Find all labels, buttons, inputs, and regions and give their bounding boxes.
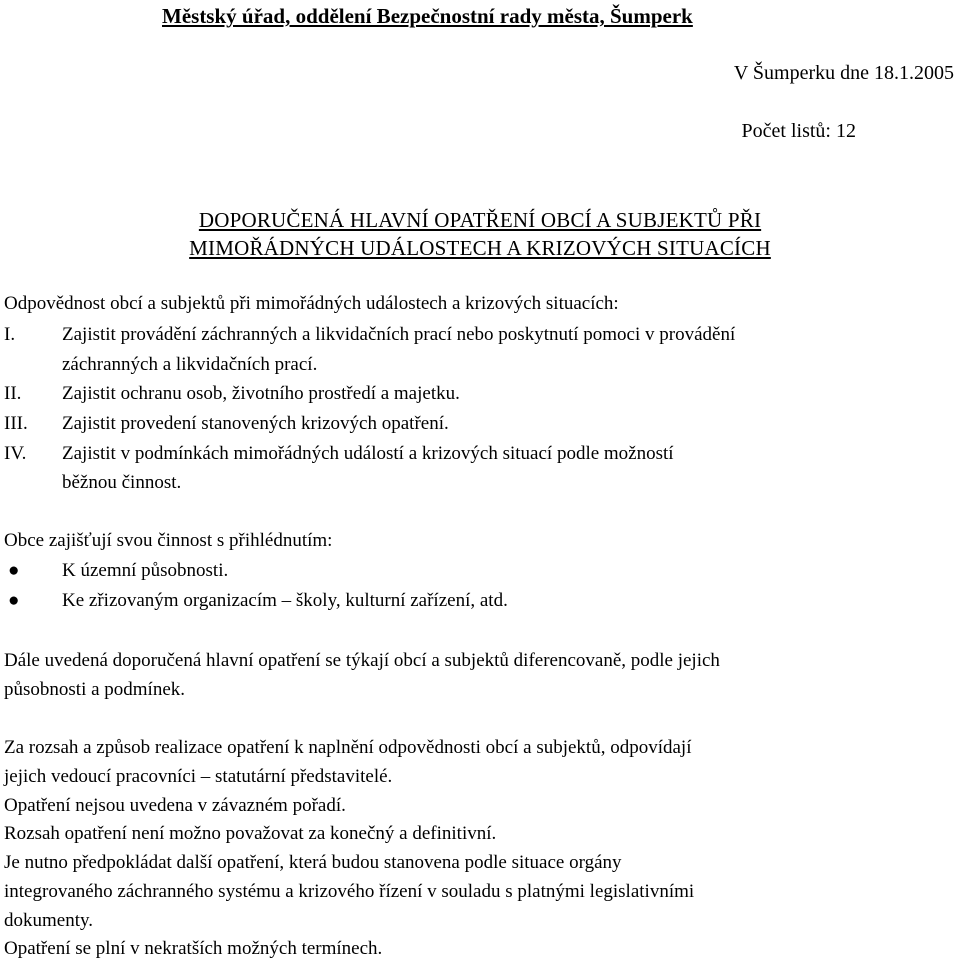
item-number: IV.	[4, 443, 27, 464]
document-header: Městský úřad, oddělení Bezpečnostní rady města, Šumperk	[162, 4, 693, 28]
item-text-continued: záchranných a likvidačních prací.	[62, 354, 318, 375]
item-text: Zajistit ochranu osob, životního prostředí a majetku.	[62, 383, 460, 404]
responsibility-intro: Odpovědnost obcí a subjektů při mimořádných událostech a krizových situacích:	[4, 293, 619, 314]
document-title-line-2: MIMOŘÁDNÝCH UDÁLOSTECH A KRIZOVÝCH SITUACÍCH	[189, 236, 771, 260]
sheet-count: Počet listů: 12	[741, 120, 856, 142]
item-text: Zajistit provádění záchranných a likvidačních prací nebo poskytnutí pomoci v provádění	[62, 324, 736, 345]
item-text: Zajistit v podmínkách mimořádných událostí a krizových situací podle možností	[62, 443, 674, 464]
paragraph-1-line-2: působnosti a podmínek.	[4, 679, 186, 700]
item-number: III.	[4, 413, 28, 434]
paragraph-5-line-2: integrovaného záchranného systému a krizového řízení v souladu s platnými legislativními	[4, 881, 695, 902]
paragraph-4: Rozsah opatření není možno považovat za konečný a definitivní.	[4, 823, 497, 844]
bullet-icon: ●	[8, 560, 20, 581]
item-number: II.	[4, 383, 22, 404]
bullet-item: Ke zřizovaným organizacím – školy, kulturní zařízení, atd.	[62, 590, 508, 611]
paragraph-6: Opatření se plní v nekratších možných termínech.	[4, 938, 383, 959]
paragraph-2-line-1: Za rozsah a způsob realizace opatření k naplnění odpovědnosti obcí a subjektů, odpovídají	[4, 737, 692, 758]
paragraph-5-line-3: dokumenty.	[4, 910, 94, 931]
paragraph-5-line-1: Je nutno předpokládat další opatření, která budou stanovena podle situace orgány	[4, 852, 622, 873]
item-number: I.	[4, 324, 16, 345]
paragraph-3: Opatření nejsou uvedena v závazném pořadí.	[4, 795, 346, 816]
item-text-continued: běžnou činnost.	[62, 472, 182, 493]
paragraph-1-line-1: Dále uvedená doporučená hlavní opatření se týkají obcí a subjektů diferencovaně, podle jejich	[4, 650, 720, 671]
paragraph-2-line-2: jejich vedoucí pracovníci – statutární představitelé.	[4, 766, 393, 787]
date-line: V Šumperku dne 18.1.2005	[733, 62, 954, 84]
bullet-item: K územní působnosti.	[62, 560, 229, 581]
document-title-line-1: DOPORUČENÁ HLAVNÍ OPATŘENÍ OBCÍ A SUBJEKTŮ PŘI	[198, 208, 762, 232]
bullet-icon: ●	[8, 590, 20, 611]
item-text: Zajistit provedení stanovených krizových opatření.	[62, 413, 449, 434]
municipalities-intro: Obce zajišťují svou činnost s přihlédnutím:	[4, 530, 333, 551]
